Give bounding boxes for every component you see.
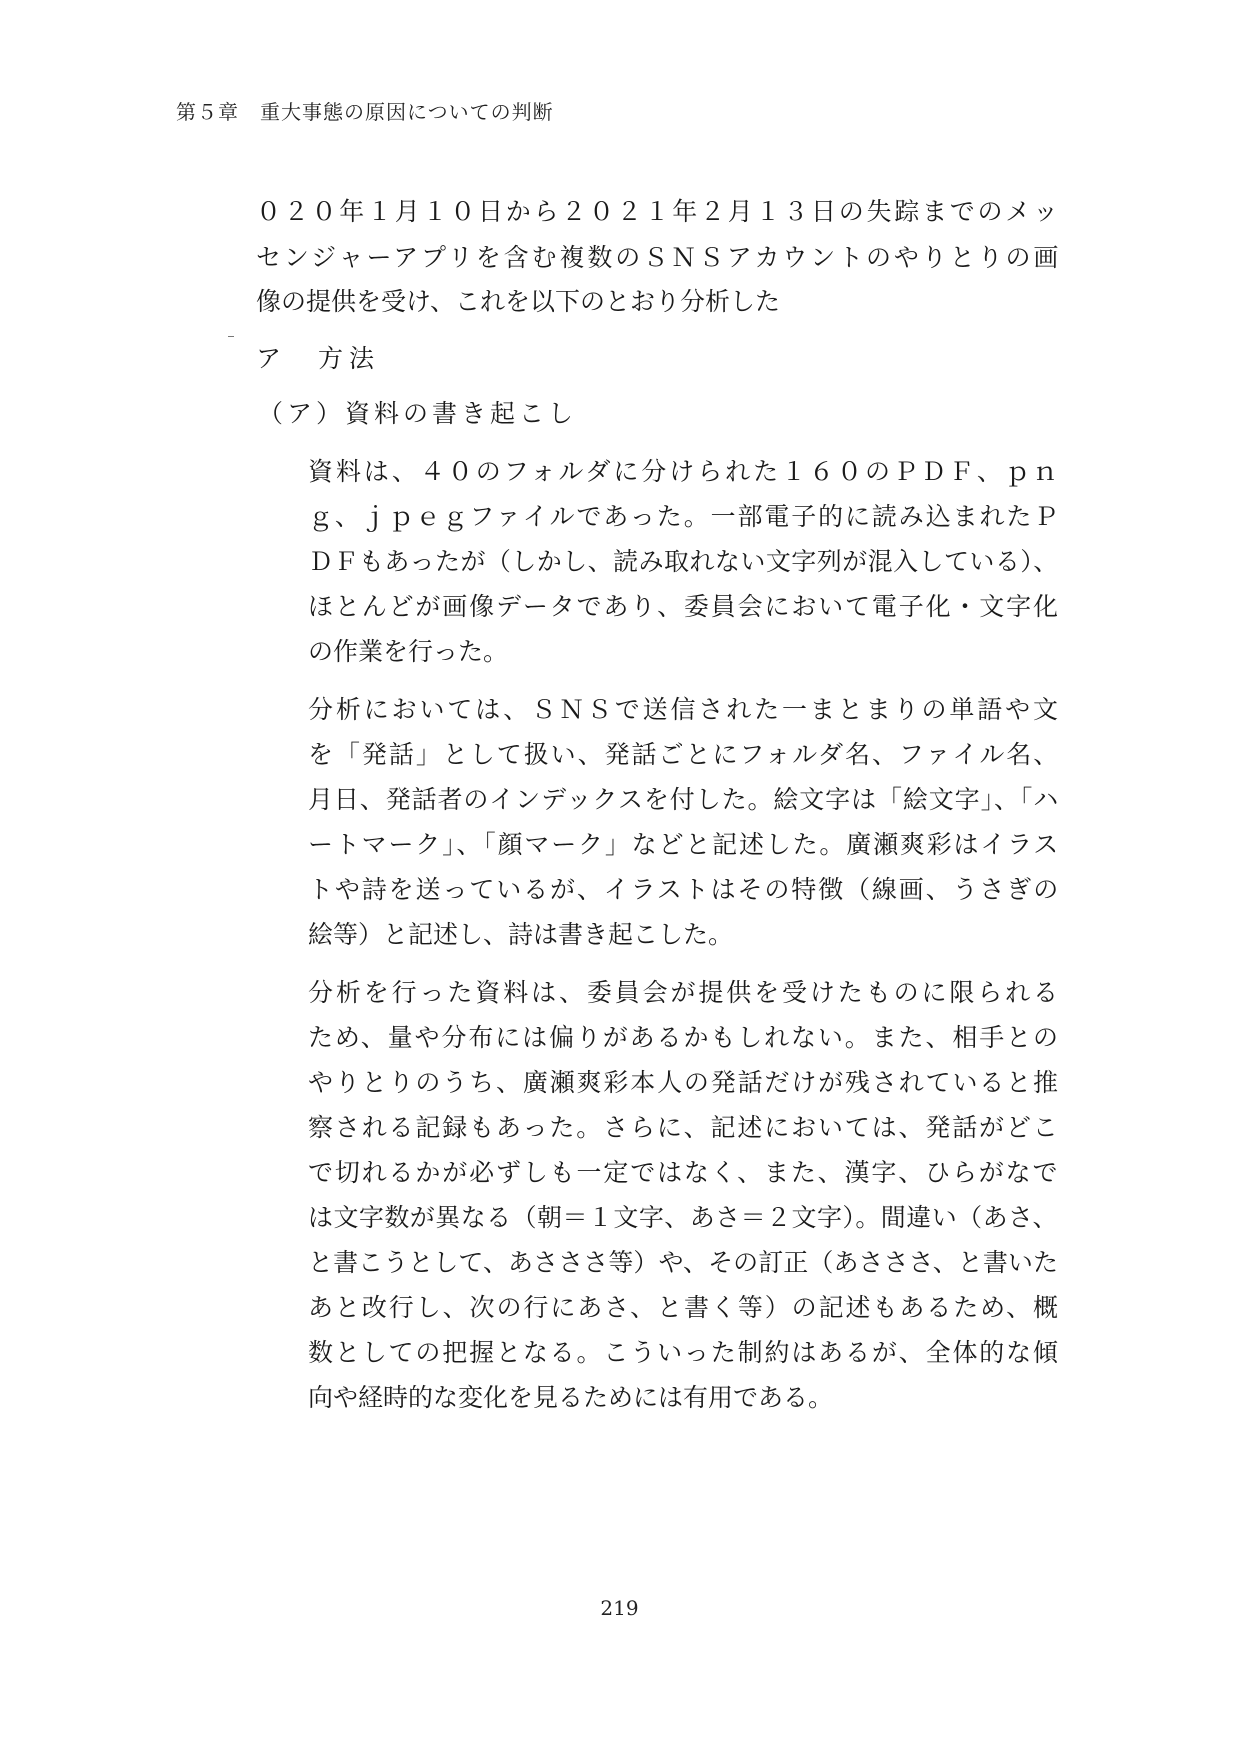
paragraph-line: ＤＦもあったが（しかし、読み取れない文字列が混入している）、: [308, 547, 1059, 576]
paragraph-line: 資料は、４０のフォルダに分けられた１６０のＰＤＦ、ｐｎ: [308, 457, 1061, 486]
page-number: 219: [600, 1596, 639, 1620]
paragraph-line: 絵等）と記述し、詩は書き起こした。: [308, 920, 734, 949]
paragraph-line: 向や経時的な変化を見るためには有用である。: [308, 1383, 834, 1412]
paragraph-line: ートマーク」、「顔マーク」などと記述した。廣瀬爽彩はイラス: [308, 830, 1061, 859]
paragraph-line: 分析を行った資料は、委員会が提供を受けたものに限られる: [308, 978, 1061, 1007]
chapter-header: 第５章 重大事態の原因についての判断: [176, 100, 554, 124]
paragraph-line: トや詩を送っているが、イラストはその特徴（線画、うさぎの: [308, 875, 1061, 904]
intro-line: センジャーアプリを含む複数のＳＮＳアカウントのやりとりの画: [256, 243, 1062, 272]
paragraph-line: は文字数が異なる（朝＝１文字、あさ＝２文字）。間違い（あさ、: [308, 1203, 1058, 1232]
paragraph-line: 月日、発話者のインデックスを付した。絵文字は「絵文字」、「ハ: [308, 785, 1060, 814]
section-heading: ア 方法: [256, 344, 381, 373]
intro-line: 像の提供を受け、これを以下のとおり分析した: [256, 287, 781, 316]
paragraph-line: と書こうとして、あさささ等）や、その訂正（あさささ、と書いた: [308, 1248, 1059, 1277]
intro-line: ０２０年１月１０日から２０２１年２月１３日の失踪までのメッ: [256, 197, 1061, 226]
paragraph-line: を「発話」として扱い、発話ごとにフォルダ名、ファイル名、: [308, 740, 1061, 769]
paragraph-line: 察される記録もあった。さらに、記述においては、発話がどこ: [308, 1113, 1060, 1142]
paragraph-line: ｇ、ｊｐｅｇファイルであった。一部電子的に読み込まれたＰ: [308, 502, 1061, 531]
paragraph-line: 分析においては、ＳＮＳで送信された一まとまりの単語や文: [308, 695, 1061, 724]
paragraph-line: の作業を行った。: [308, 637, 509, 666]
paragraph-line: ため、量や分布には偏りがあるかもしれない。また、相手との: [308, 1023, 1060, 1052]
paragraph-line: やりとりのうち、廣瀬爽彩本人の発話だけが残されていると推: [308, 1068, 1060, 1097]
paragraph-line: で切れるかが必ずしも一定ではなく、また、漢字、ひらがなで: [308, 1158, 1060, 1187]
subsection-heading: （ア）資料の書き起こし: [258, 399, 578, 428]
paragraph-line: ほとんどが画像データであり、委員会において電子化・文字化: [308, 592, 1060, 621]
paragraph-line: 数としての把握となる。こういった制約はあるが、全体的な傾: [308, 1338, 1060, 1367]
margin-mark: [228, 336, 234, 337]
paragraph-line: あと改行し、次の行にあさ、と書く等）の記述もあるため、概: [308, 1293, 1060, 1322]
